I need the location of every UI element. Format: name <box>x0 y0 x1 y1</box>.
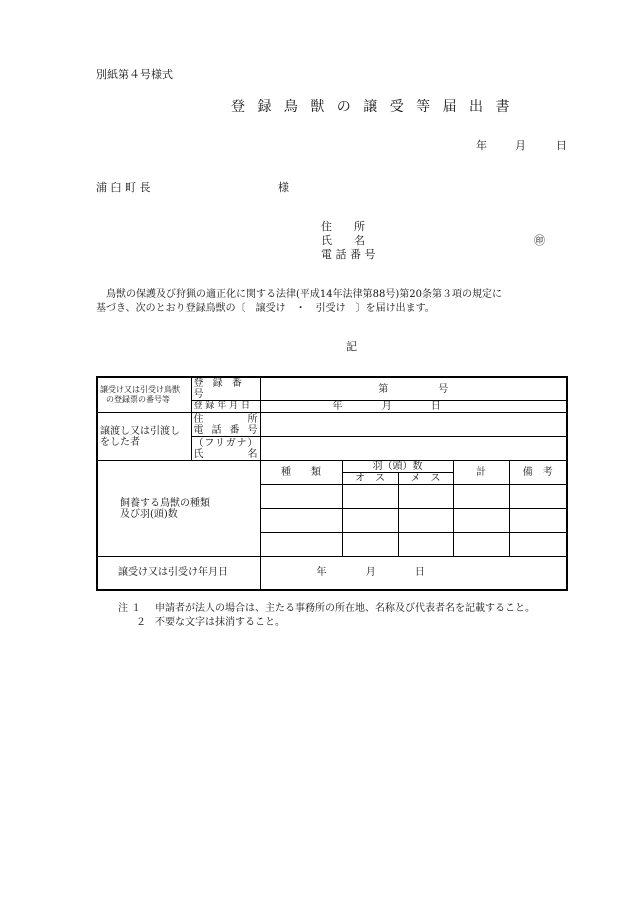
transferor-address-value[interactable] <box>260 413 567 437</box>
reg-date-day: 日 <box>430 401 441 412</box>
ki-heading: 記 <box>346 340 357 353</box>
note-1-text: 申請者が法人の場合は、主たる事務所の所在地、名称及び代表者名を記載すること。 <box>155 603 535 614</box>
remarks-cell[interactable] <box>509 485 567 509</box>
transferor-label-1: 譲渡し又は引渡し <box>100 425 180 437</box>
col-remarks: 備 考 <box>509 461 567 485</box>
reg-cert-label-2: の登録票の番号等 <box>106 395 170 404</box>
male-cell[interactable] <box>342 533 398 557</box>
kept-label-1: 飼養する鳥獣の種類 <box>120 497 210 509</box>
note-1-number: 注 １ <box>118 603 142 614</box>
receive-date-label: 譲受け又は引受け年月日 <box>97 557 260 590</box>
reg-date-year: 年 <box>332 401 343 412</box>
female-cell[interactable] <box>398 533 453 557</box>
transferor-address-label: 住 所 <box>193 413 258 425</box>
transferor-phone-label: 電 話 番 号 <box>193 424 258 436</box>
female-cell[interactable] <box>398 485 453 509</box>
body-text-line2: 基づき、次のとおり登録鳥獣の〔 譲受け ・ 引受け 〕を届け出ます。 <box>96 303 435 314</box>
col-female: メ ス <box>398 473 453 485</box>
col-total: 計 <box>453 461 509 485</box>
male-cell[interactable] <box>342 509 398 533</box>
transferor-addr-phone-cell <box>191 413 260 437</box>
species-cell[interactable] <box>260 509 342 533</box>
female-cell[interactable] <box>398 509 453 533</box>
note-2-number: ２ <box>136 617 146 628</box>
applicant-name-label: 氏 名 <box>321 234 365 247</box>
transferor-name-value[interactable] <box>260 437 567 461</box>
total-cell[interactable] <box>453 485 509 509</box>
receive-day: 日 <box>414 567 425 579</box>
col-species: 種 類 <box>260 461 342 485</box>
note-2-text: 不要な文字は抹消すること。 <box>155 617 285 628</box>
reg-cert-label-1: 譲受け又は引受け鳥獣 <box>100 385 180 394</box>
applicant-address-label: 住 所 <box>321 220 365 233</box>
date-year: 年 <box>476 139 487 152</box>
receive-date-value[interactable] <box>260 557 567 590</box>
addressee-honorific: 様 <box>278 181 289 194</box>
kept-label-2: 及び羽(頭)数 <box>120 508 178 520</box>
date-month: 月 <box>515 139 526 152</box>
reg-date-month: 月 <box>381 401 392 412</box>
body-text-line1: 鳥獣の保護及び狩猟の適正化に関する法律(平成14年法律第88号)第20条第３項の規定に <box>96 289 502 300</box>
species-cell[interactable] <box>260 533 342 557</box>
addressee-name: 浦 臼 町 長 <box>96 181 151 194</box>
applicant-phone-label: 電 話 番 号 <box>321 248 376 261</box>
registration-form-table <box>96 376 568 591</box>
total-cell[interactable] <box>453 509 509 533</box>
reg-number-label: 登 録 番 号 <box>191 377 260 401</box>
receive-month: 月 <box>365 567 376 579</box>
species-cell[interactable] <box>260 485 342 509</box>
male-cell[interactable] <box>342 485 398 509</box>
remarks-cell[interactable] <box>509 533 567 557</box>
total-cell[interactable] <box>453 533 509 557</box>
transferor-name-cell <box>191 437 260 461</box>
form-number: 別紙第４号様式 <box>96 68 173 81</box>
document-title: 登 録 鳥 獣 の 譲 受 等 届 出 書 <box>231 99 514 115</box>
reg-date-value[interactable] <box>260 401 567 413</box>
reg-date-label: 登 録 年 月 日 <box>191 401 260 413</box>
receive-year: 年 <box>316 567 327 579</box>
remarks-cell[interactable] <box>509 509 567 533</box>
kept-species-label-cell <box>97 461 260 557</box>
seal-mark: ㊞ <box>534 234 545 247</box>
col-count: 羽（頭）数 <box>342 461 453 473</box>
transferor-name-label: 氏 名 <box>193 448 258 460</box>
transferor-furigana-label: （フリガナ） <box>193 437 258 449</box>
transferor-label-cell <box>97 413 191 461</box>
col-male: オ ス <box>342 473 398 485</box>
transferor-label-2: をした者 <box>100 436 140 448</box>
reg-number-value[interactable]: 第 号 <box>260 377 567 401</box>
reg-cert-label-cell <box>97 377 191 413</box>
date-day: 日 <box>556 139 567 152</box>
